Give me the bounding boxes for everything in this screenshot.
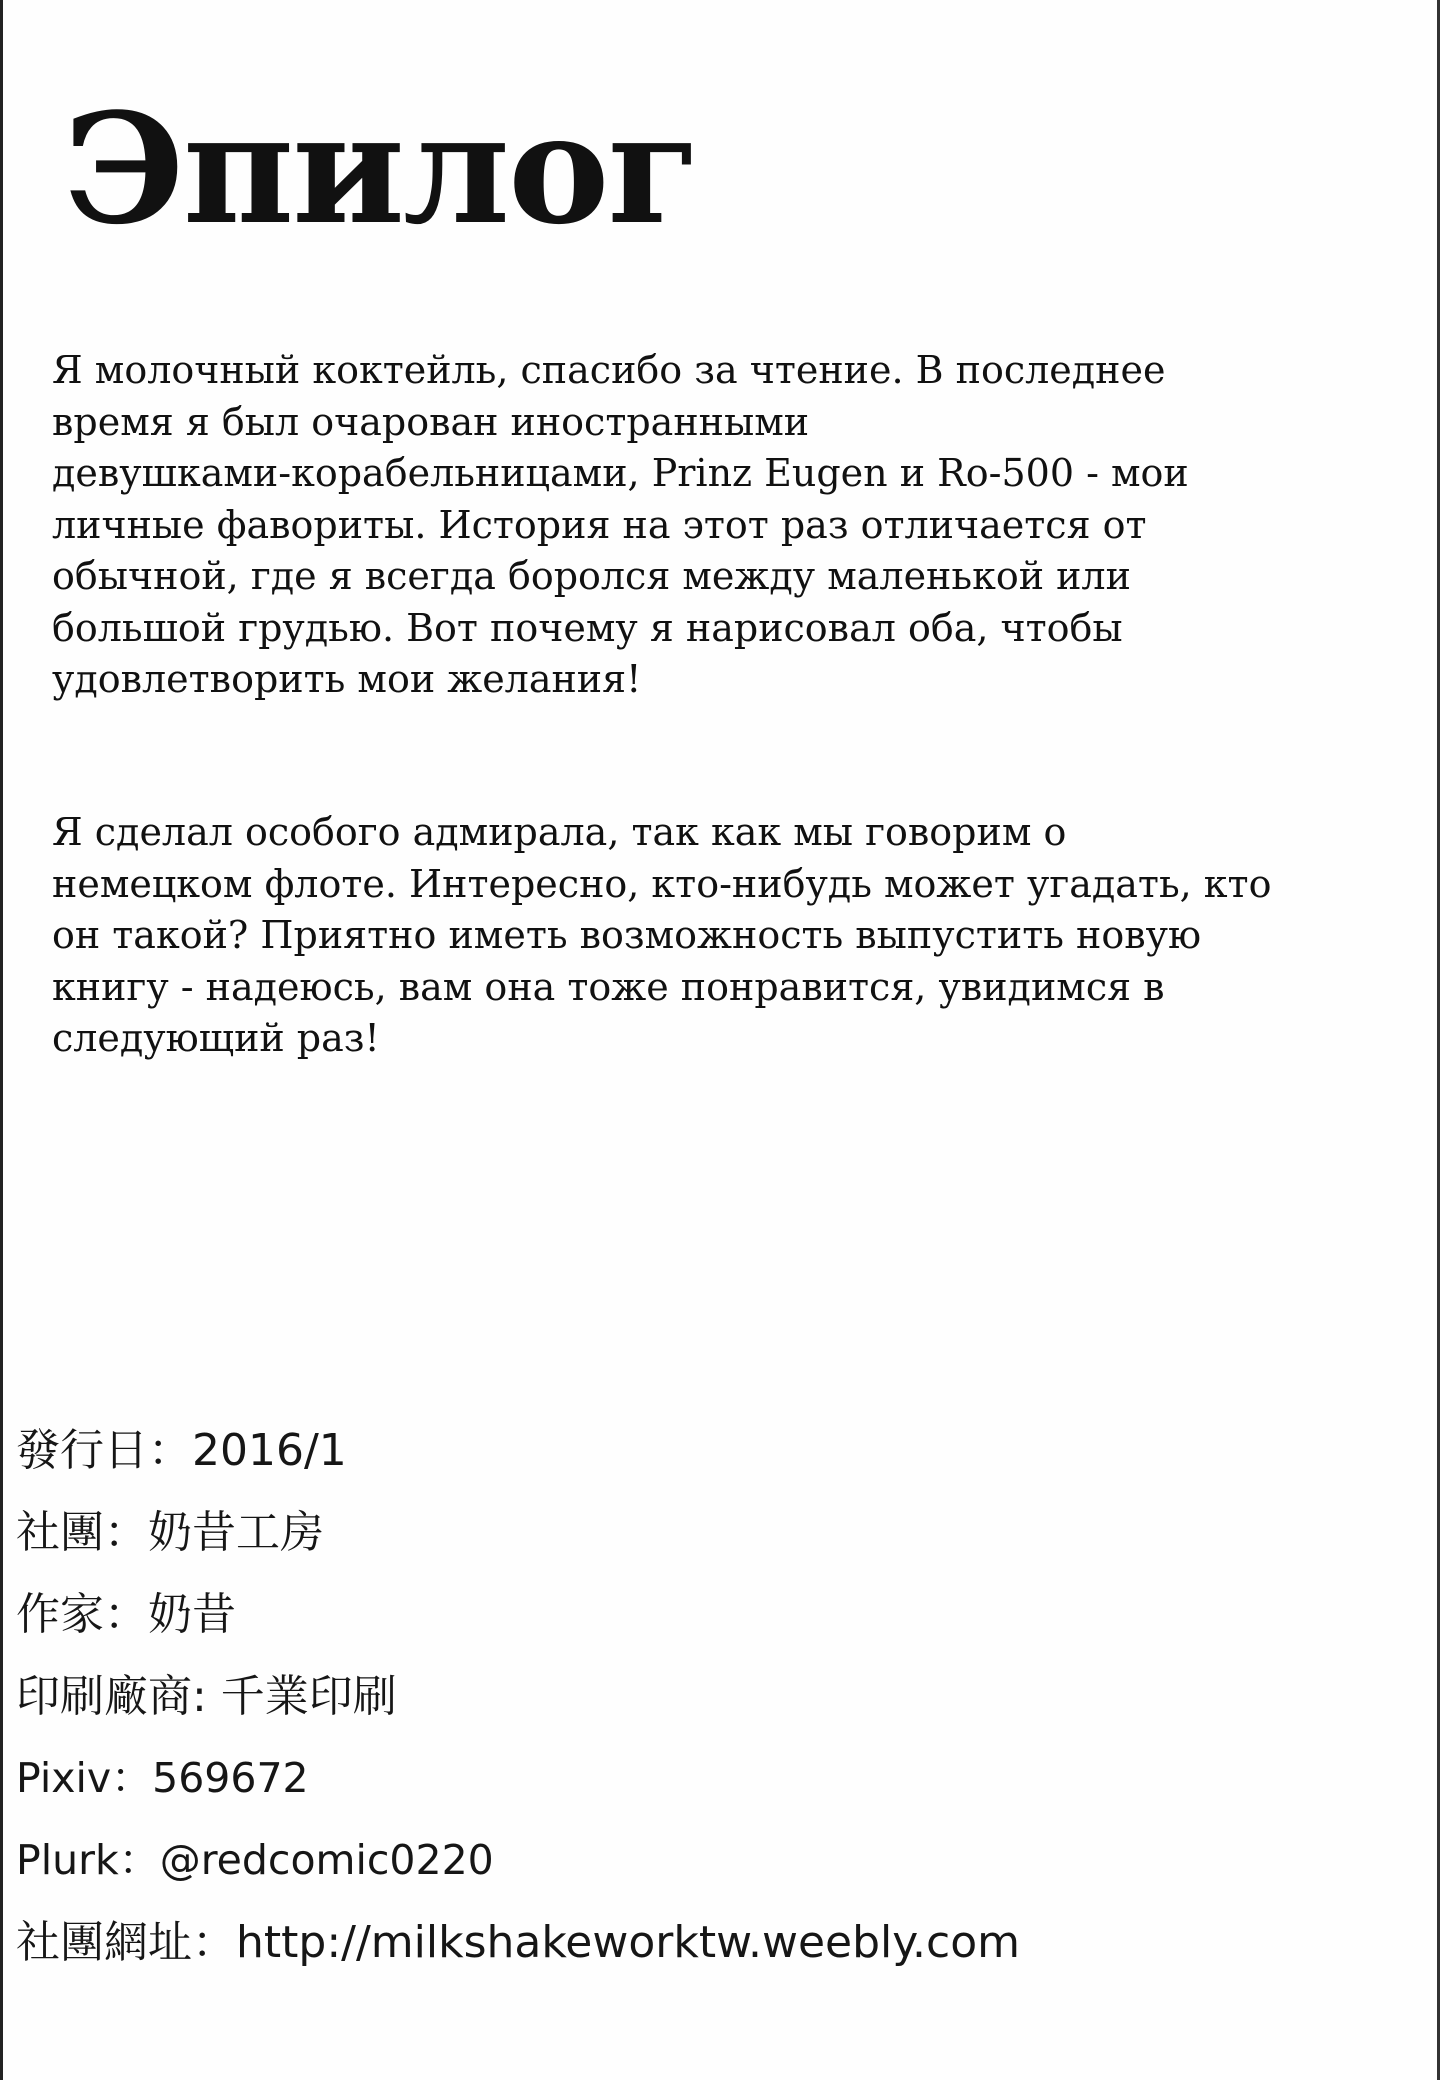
colophon-plurk: Plurk：@redcomic0220 (16, 1835, 494, 1884)
page-left-edge (0, 0, 3, 2080)
colophon-circle: 社團：奶昔工房 (16, 1507, 324, 1558)
epilogue-paragraph-2: Я сделал особого адмирала, так как мы говорим о немецком флоте. Интересно, кто-нибудь может угадать, кто он такой? Приятно иметь возможность выпустить новую книгу - надеюсь, вам она тоже понравится, увидимся в следующий раз! (52, 810, 1272, 1060)
page-title: Эпилог (64, 79, 699, 258)
epilogue-paragraph-1: Я молочный коктейль, спасибо за чтение. В последнее время я был очарован иностранными девушками-корабельницами, Prinz Eugen и Ro-500 - мои личные фавориты. История на этот раз отличается от обычной, где я всегда боролся между маленькой или большой грудью. Вот почему я нарисовал оба, чтобы удовлетворить мои желания! (52, 348, 1189, 701)
colophon-website: 社團網址：http://milkshakeworktw.weebly.com (16, 1917, 1021, 1968)
colophon-release-date: 發行日：2016/1 (16, 1425, 347, 1476)
colophon-author: 作家：奶昔 (16, 1589, 236, 1640)
colophon (16, 1405, 1020, 1979)
colophon-printer: 印刷廠商: 千業印刷 (16, 1671, 397, 1722)
colophon-pixiv: Pixiv：569672 (16, 1753, 309, 1802)
